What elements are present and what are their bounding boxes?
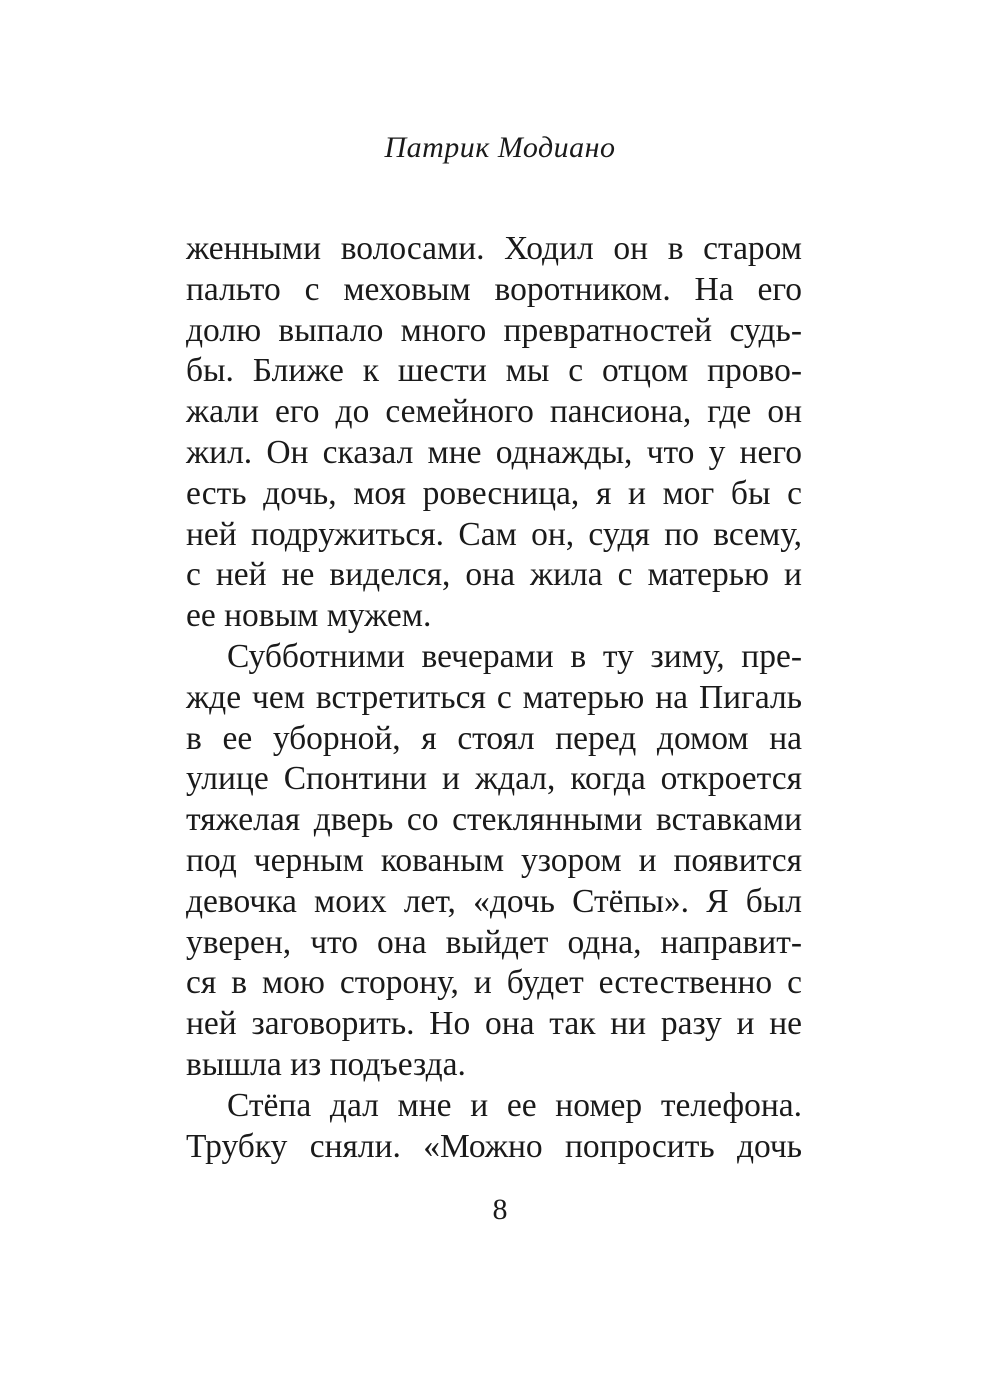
text-line: тяжелая дверь со стеклянными вставками — [186, 801, 802, 839]
text-line: ней подружиться. Сам он, судя по всему, — [186, 515, 802, 553]
page-number: 8 — [492, 1193, 508, 1226]
text-line: вышла из подъезда. — [186, 1045, 466, 1083]
text-line: жил. Он сказал мне однажды, что у него — [186, 433, 802, 471]
text-line: долю выпало много превратностей судь- — [186, 311, 802, 349]
text-line: жали его до семейного пансиона, где он — [186, 393, 802, 431]
text-line: жде чем встретиться с матерью на Пигаль — [186, 678, 802, 716]
text-line: женными волосами. Ходил он в старом — [186, 230, 802, 267]
body-text — [186, 229, 802, 1167]
paragraph-first-line: Субботними вечерами в ту зиму, пре- — [227, 637, 802, 675]
text-line: улице Спонтини и ждал, когда откроется — [186, 760, 802, 798]
text-line: с ней не виделся, она жила с матерью и — [186, 556, 802, 594]
text-line: Трубку сняли. «Можно попросить дочь — [186, 1127, 802, 1165]
running-head-author: Патрик Модиано — [384, 131, 616, 164]
text-line: ее новым мужем. — [186, 597, 432, 635]
paragraph-first-line: Стёпа дал мне и ее номер телефона. — [227, 1086, 802, 1124]
text-line: бы. Ближе к шести мы с отцом прово- — [186, 352, 802, 390]
text-line: есть дочь, моя ровесница, я и мог бы с — [186, 474, 802, 512]
text-line: под черным кованым узором и появится — [186, 841, 802, 879]
text-line: ней заговорить. Но она так ни разу и не — [186, 1005, 802, 1043]
text-line: ся в мою сторону, и будет естественно с — [186, 964, 802, 1002]
text-line: пальто с меховым воротником. На его — [186, 270, 802, 308]
text-line: уверен, что она выйдет одна, направит- — [186, 923, 802, 961]
text-line: в ее уборной, я стоял перед домом на — [186, 719, 802, 757]
text-line: девочка моих лет, «дочь Стёпы». Я был — [186, 882, 802, 920]
